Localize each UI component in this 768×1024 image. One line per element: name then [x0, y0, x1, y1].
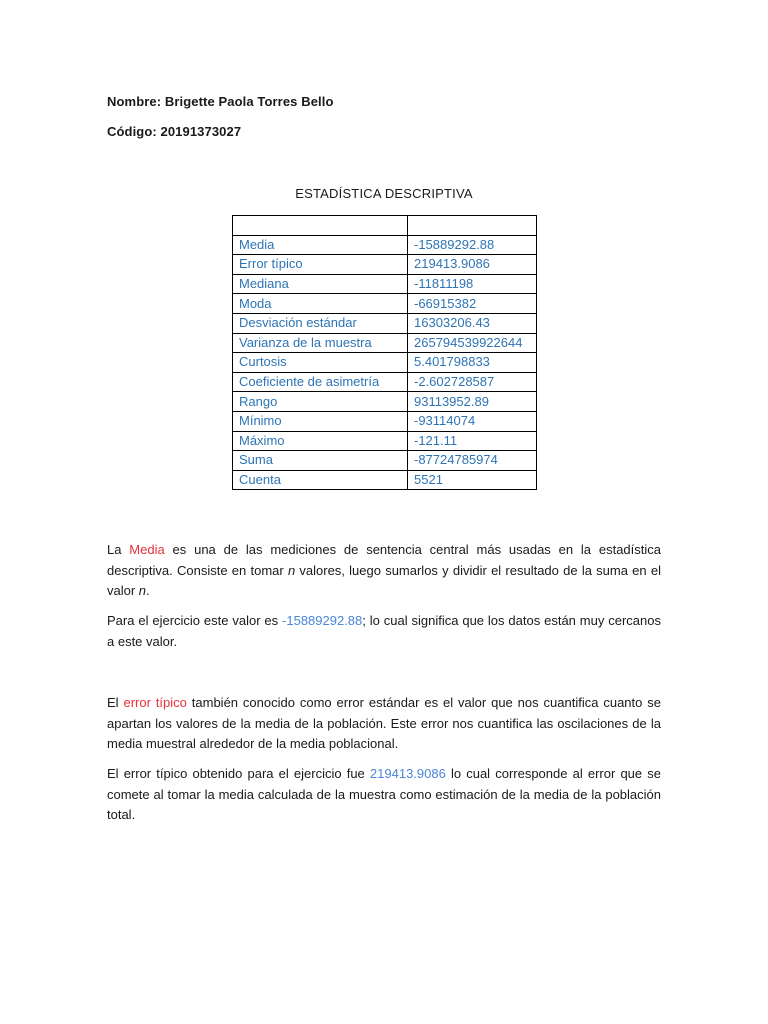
- stat-value: 93113952.89: [408, 392, 537, 412]
- stat-label: Error típico: [233, 255, 408, 275]
- table-row: [233, 333, 537, 353]
- table-header-row: [233, 216, 537, 236]
- stat-value: 5521: [408, 470, 537, 490]
- stat-label: Moda: [233, 294, 408, 314]
- stat-value: -93114074: [408, 411, 537, 431]
- stat-value: 265794539922644: [408, 333, 537, 353]
- stat-label: Coeficiente de asimetría: [233, 372, 408, 392]
- code-label: Código:: [107, 124, 157, 139]
- error-paragraph: [107, 693, 661, 755]
- name-label: Nombre:: [107, 94, 162, 109]
- stat-label: Mínimo: [233, 411, 408, 431]
- text-run: también conocido como error estándar es el valor que nos cuantifica cuanto se apartan los valores de la media de la población. Este error nos cuantifica las oscilaciones de la media muestral alrededor de la media poblacional.: [107, 695, 661, 751]
- stat-label: Máximo: [233, 431, 408, 451]
- table-header-cell: [408, 216, 537, 236]
- name-value: Brigette Paola Torres Bello: [164, 94, 334, 109]
- stat-value: -15889292.88: [408, 235, 537, 255]
- descriptive-stats-table: [232, 215, 537, 490]
- media-value: -15889292.88: [282, 613, 363, 628]
- error-value: 219413.9086: [369, 766, 446, 781]
- stat-label: Curtosis: [233, 353, 408, 373]
- text-run: .: [146, 583, 150, 598]
- student-name-line: [107, 94, 334, 109]
- text-run: Para el ejercicio este valor es: [107, 613, 283, 628]
- stat-label: Rango: [233, 392, 408, 412]
- table-row: [233, 353, 537, 373]
- table-row: [233, 470, 537, 490]
- stat-label: Suma: [233, 451, 408, 471]
- text-run: El: [107, 695, 124, 710]
- stat-value: 5.401798833: [408, 353, 537, 373]
- stat-label: Desviación estándar: [233, 313, 408, 333]
- stat-value: -11811198: [408, 274, 537, 294]
- table-header-cell: [233, 216, 408, 236]
- error-value-paragraph: [107, 764, 661, 826]
- stat-label: Mediana: [233, 274, 408, 294]
- table-row: [233, 313, 537, 333]
- media-value-paragraph: [107, 611, 661, 652]
- stat-value: -87724785974: [408, 451, 537, 471]
- media-paragraph: [107, 540, 661, 602]
- table-row: [233, 392, 537, 412]
- text-run: lo cual corresponde al error que se comete al tomar la media calculada de la muestra como estimación de la media de la población total.: [107, 766, 661, 822]
- text-run: es una de las mediciones de sentencia central más usadas en la estadística descriptiva. Consiste en tomar: [107, 542, 661, 578]
- table-row: [233, 255, 537, 275]
- stat-label: Cuenta: [233, 470, 408, 490]
- stat-label: Media: [233, 235, 408, 255]
- text-run: ; lo cual significa que los datos están muy cercanos a este valor.: [107, 613, 661, 649]
- stat-value: -121.11: [408, 431, 537, 451]
- text-run: La: [107, 542, 130, 557]
- text-run: El error típico obtenido para el ejercicio fue: [107, 766, 370, 781]
- error-highlight: error típico: [123, 695, 187, 710]
- table-row: [233, 274, 537, 294]
- media-highlight: Media: [129, 542, 165, 557]
- stat-value: 219413.9086: [408, 255, 537, 275]
- variable-n: n: [138, 583, 147, 598]
- table-row: [233, 431, 537, 451]
- stat-value: 16303206.43: [408, 313, 537, 333]
- table-row: [233, 294, 537, 314]
- stat-label: Varianza de la muestra: [233, 333, 408, 353]
- table-row: [233, 372, 537, 392]
- table-row: [233, 235, 537, 255]
- table-row: [233, 451, 537, 471]
- code-value: 20191373027: [160, 124, 242, 139]
- stat-value: -66915382: [408, 294, 537, 314]
- page-title: ESTADÍSTICA DESCRIPTIVA: [295, 186, 473, 201]
- stat-value: -2.602728587: [408, 372, 537, 392]
- table-row: [233, 411, 537, 431]
- student-code-line: [107, 124, 241, 139]
- variable-n: n: [287, 562, 296, 578]
- text-run: valores, luego sumarlos y dividir el resultado de la suma en el valor: [107, 562, 661, 598]
